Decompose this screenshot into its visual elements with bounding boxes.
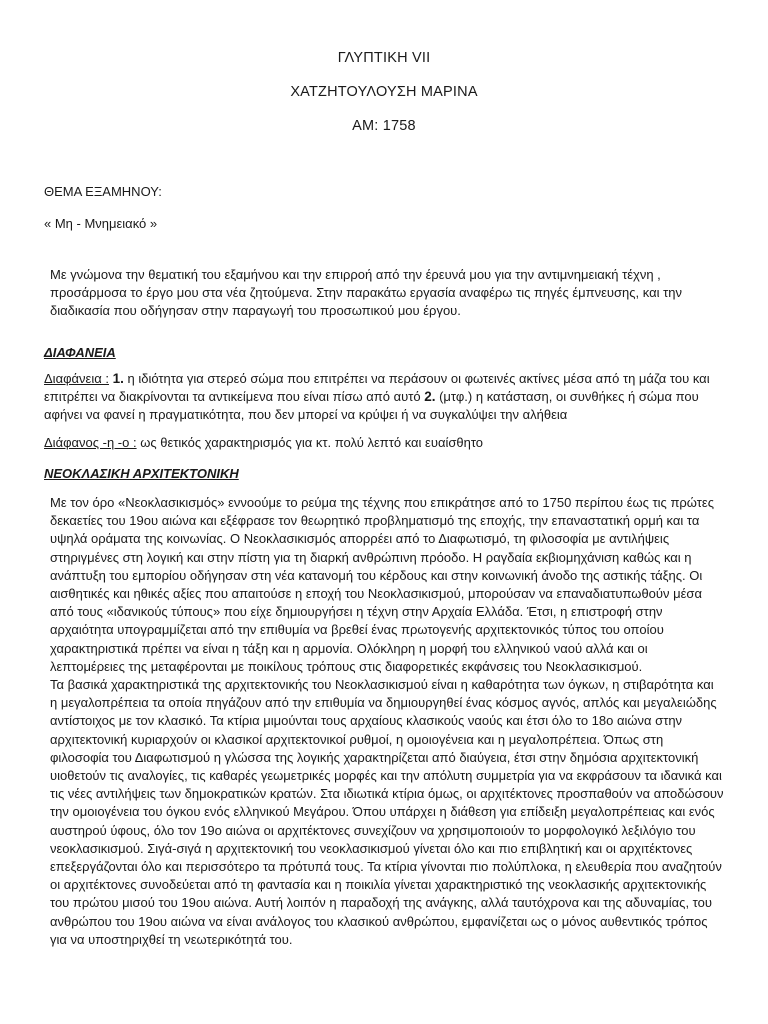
author-name: ΧΑΤΖΗΤΟΥΛΟΥΣΗ ΜΑΡΙΝΑ: [290, 84, 478, 100]
definition-transparent: [44, 434, 724, 452]
definition-term: Διάφανος -η -ο :: [44, 435, 137, 450]
theme-name: « Μη - Μνημειακό »: [44, 216, 158, 231]
body-paragraph: Τα βασικά χαρακτηριστικά της αρχιτεκτονικής του Νεοκλασικισμού είναι η καθαρότητα των όγκων, η στιβαρότητα και η μεγαλοπρέπεια τα οποία πηγάζουν από την επιθυμία να δημιουργηθεί ένας κόσμος αγνός, απλός και μεγαλειώδης αντίστοιχος με τον κλασικό. Τα κτίρια μιμούνται τους αρχαίους κλασικούς ναούς και έτσι όλο το 18ο αιώνα στην αρχιτεκτονική κυριαρχούν οι κλασικοί αρχιτεκτονικοί ρυθμοί, η ομοιογένεια και η μεγαλοπρέπεια. Όπως στη φιλοσοφία του Διαφωτισμού η γλώσσα της λογικής χαρακτηρίζεται από διαύγεια, έτσι στην δημόσια αρχιτεκτονική υιοθετούν τις αναλογίες, τις καθαρές γεωμετρικές μορφές και την απόλυτη συμμετρία για να εκφράσουν τα ιδανικά και τις νέες αντιλήψεις των δημοκρατικών κρατών. Στα ιδιωτικά κτίρια όμως, οι αρχιτέκτονες προσπαθούν να αποδώσουν την ομοιογένεια του όγκου ενός ελληνικού Μεγάρου. Όπου υπάρχει η διάθεση για επίδειξη μεγαλοπρέπειας και ενός αυστηρού ύφους, όλο τον 19ο αιώνα οι αρχιτέκτονες συνεχίζουν να χρησιμοποιούν το μορφολογικό λεξιλόγιο του νεοκλασικισμού. Σιγά-σιγά η αρχιτεκτονική του νεοκλασικισμού γίνεται όλο και πιο επιβλητική και οι αρχιτέκτονες επεξεργάζονται όλο και περισσότερο τα πρότυπά τους. Τα κτίρια γίνονται πιο πολύπλοκα, η ελευθερία που αναζητούν οι αρχιτέκτονες συνοδεύεται από τη φαντασία και η ποικιλία γίνεται χαρακτηριστικό της νεοκλασικής αρχιτεκτονικής του πρώτου μισού του 19ου αιώνα. Αυτή λοιπόν η παραδοχή της ανάγκης, αλλά ταυτόχρονα και της αδυναμίας, του ανθρώπου του 19ου αιώνα να είναι ανάλογος του κλασικού ανθρώπου, εμφανίζεται ως ο μόνος αυθεντικός τρόπος για να υποστηριχθεί τη νεωτερικότητά του.: [50, 677, 724, 947]
definition-transparency: [44, 370, 724, 425]
definition-text: ως θετικός χαρακτηρισμός για κτ. πολύ λεπτό και ευαίσθητο: [136, 435, 484, 450]
section-heading-neoclassical: ΝΕΟΚΛΑΣΙΚΗ ΑΡΧΙΤΕΚΤΟΝΙΚΗ: [44, 466, 239, 481]
definition-number: 2.: [424, 389, 436, 405]
student-id: ΑΜ: 1758: [352, 118, 416, 134]
neoclassical-body: [44, 494, 724, 949]
body-paragraph: Με τον όρο «Νεοκλασικισμός» εννοούμε το ρεύμα της τέχνης που επικράτησε από το 1750 περίπου έως τις πρώτες δεκαετίες του 19ου αιώνα και εξέφρασε τον θεωρητικό προβληματισμό της εποχής, την επαναστατική ορμή και τα υψηλά οράματα της κοινωνίας. Ο Νεοκλασικισμός απορρέει από το Διαφωτισμό, τη φιλοσοφία με αντιλήψεις στηριγμένες στη λογική και στην πίστη για τη διαρκή ανθρώπινη πρόοδο. Η ραγδαία εκβιομηχάνιση καθώς και η ανάπτυξη του εμπορίου οδήγησαν στη νέα κατανομή του κέρδους και στην κοινωνική άνοδο της αστικής τάξης. Οι αισθητικές και ηθικές αξίες που απαιτούσε η εποχή του Νεοκλασικισμού, μπορούσαν να επαναδιατυπωθούν μέσα από τους «ιδανικούς τύπους» που είχε δημιουργήσει η τέχνη στην Αρχαία Ελλάδα. Έτσι, η επιστροφή στην αρχαιότητα υπογραμμίζεται από την επιθυμία να βρεθεί ένας πρωτογενής αρχιτεκτονικός τύπος του οποίου χαρακτηριστικά πρέπει να είναι η τάξη και η αρμονία. Ολόκληρη η μορφή του ελληνικού ναού αλλά και οι λεπτομέρειες της μεταφέρονται με ποικίλους τρόπους στις διαφορετικές εκφάνσεις του Νεοκλασικισμού.: [50, 495, 714, 674]
definition-text: (μτφ.) η κατάσταση, οι συνθήκες ή σώμα που αφήνει να φανεί η πραγματικότητα, που δεν μπορεί να κρύψει ή να συγκαλύψει την αλήθεια: [44, 389, 699, 423]
document-title: ΓΛΥΠΤΙΚΗ VII: [337, 50, 431, 66]
definition-term: Διαφάνεια :: [44, 371, 109, 386]
definition-number: 1.: [112, 371, 124, 386]
intro-paragraph: Με γνώμονα την θεματική του εξαμήνου και την επιρροή από την έρευνά μου για την αντιμνημειακή τέχνη , προσάρμοσα το έργο μου στα νέα ζητούμενα. Στην παρακάτω εργασία αναφέρω τις πηγές έμπνευσης, και την διαδικασία που οδήγησαν στην παραγωγή του προσωπικού μου έργου.: [50, 267, 682, 319]
section-heading-transparency: ΔΙΑΦΑΝΕΙΑ: [44, 345, 116, 360]
definition-text: η ιδιότητα για στερεό σώμα που επιτρέπει να περάσουν οι φωτεινές ακτίνες μέσα από τη μάζα του και επιτρέπει να διακρίνονται τα αντικείμενα που είναι πίσω από αυτό: [44, 371, 710, 405]
theme-label: ΘΕΜΑ ΕΞΑΜΗΝΟΥ:: [44, 184, 162, 199]
